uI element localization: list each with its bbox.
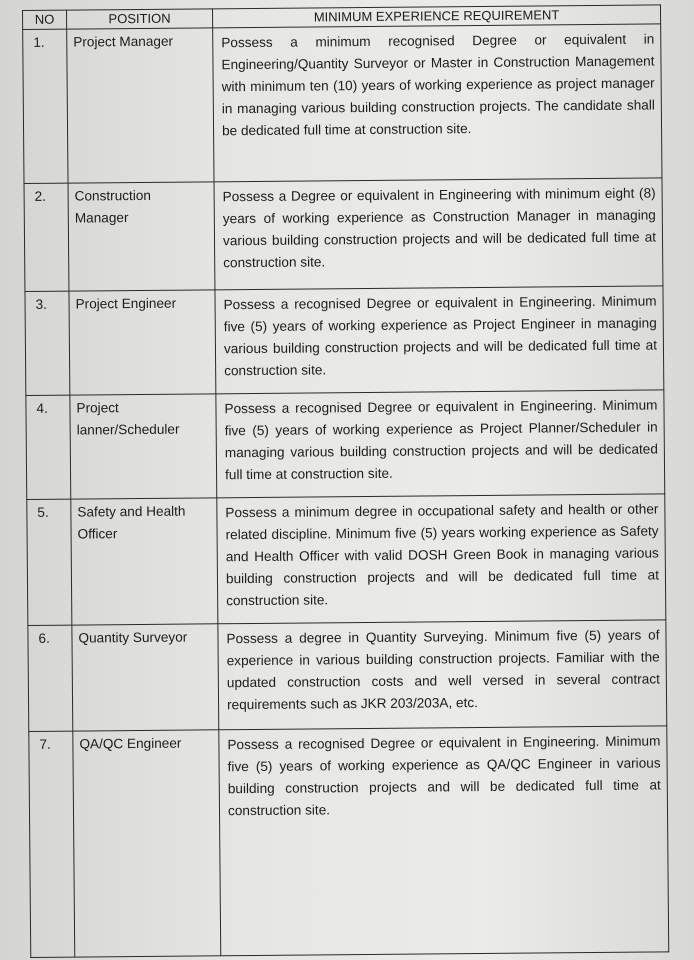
row-number: 7. — [29, 731, 75, 957]
requirement-cell: Possess a recognised Degree or equivalent in Engineering. Minimum five (5) years of working experience as Project Engineer in managing various building construction projects and will be dedicated full time at construction site. — [215, 286, 664, 394]
row-number: 3. — [25, 291, 70, 395]
row-number: 4. — [26, 395, 71, 499]
requirement-cell: Possess a recognised Degree or equivalent in Engineering. Minimum five (5) years of working experience as Project Planner/Scheduler in managing various building construction projects and will be dedicated full time at construction site. — [216, 390, 665, 498]
requirement-cell: Possess a minimum degree in occupational safety and health or other related discipline. Minimum five (5) years working experience as Safety and Health Officer with valid DOSH Green Book in managing various building construction projects and will be dedicated full time at construction site. — [217, 494, 666, 624]
row-number: 5. — [27, 499, 72, 625]
position-cell: Quantity Surveyor — [72, 624, 219, 731]
requirement-cell: Possess a recognised Degree or equivalent in Engineering. Minimum five (5) years of working experience as QA/QC Engineer in various building construction projects and will be dedicated full time at construction site. — [219, 726, 669, 956]
header-requirement: MINIMUM EXPERIENCE REQUIREMENT — [212, 5, 660, 28]
row-number: 1. — [23, 29, 68, 183]
row-number: 2. — [24, 183, 69, 291]
table-row — [27, 494, 666, 626]
position-cell: Project Manager — [67, 28, 214, 183]
requirements-table — [22, 4, 669, 958]
table-row — [29, 726, 669, 958]
table-row — [28, 620, 667, 732]
position-cell: Project lanner/Scheduler — [70, 394, 217, 499]
position-cell: Project Engineer — [69, 290, 216, 395]
row-number: 6. — [28, 625, 73, 731]
position-cell: Safety and Health Officer — [71, 498, 218, 625]
requirement-cell: Possess a degree in Quantity Surveying. Minimum five (5) years of experience in various building construction projects. Familiar with the updated construction costs and well versed in several contract requirements such as JKR 203/203A, etc. — [218, 620, 667, 730]
header-position: POSITION — [67, 9, 213, 29]
header-no: NO — [23, 10, 67, 29]
position-cell: QA/QC Engineer — [73, 730, 221, 957]
table-row — [24, 178, 663, 292]
table-row — [26, 390, 665, 500]
requirement-cell: Possess a Degree or equivalent in Engineering with minimum eight (8) years of working experience as Construction Manager in managing various building construction projects and will be dedicated full time at construction site. — [214, 178, 663, 290]
table-row — [23, 24, 662, 184]
table-row — [25, 286, 664, 396]
position-cell: Construction Manager — [68, 182, 215, 291]
requirement-cell: Possess a minimum recognised Degree or equivalent in Engineering/Quantity Surveyor or Master in Construction Management with minimum ten (10) years of working experience as project manager in managing various building construction projects. The candidate shall be dedicated full time at construction site. — [213, 24, 662, 182]
